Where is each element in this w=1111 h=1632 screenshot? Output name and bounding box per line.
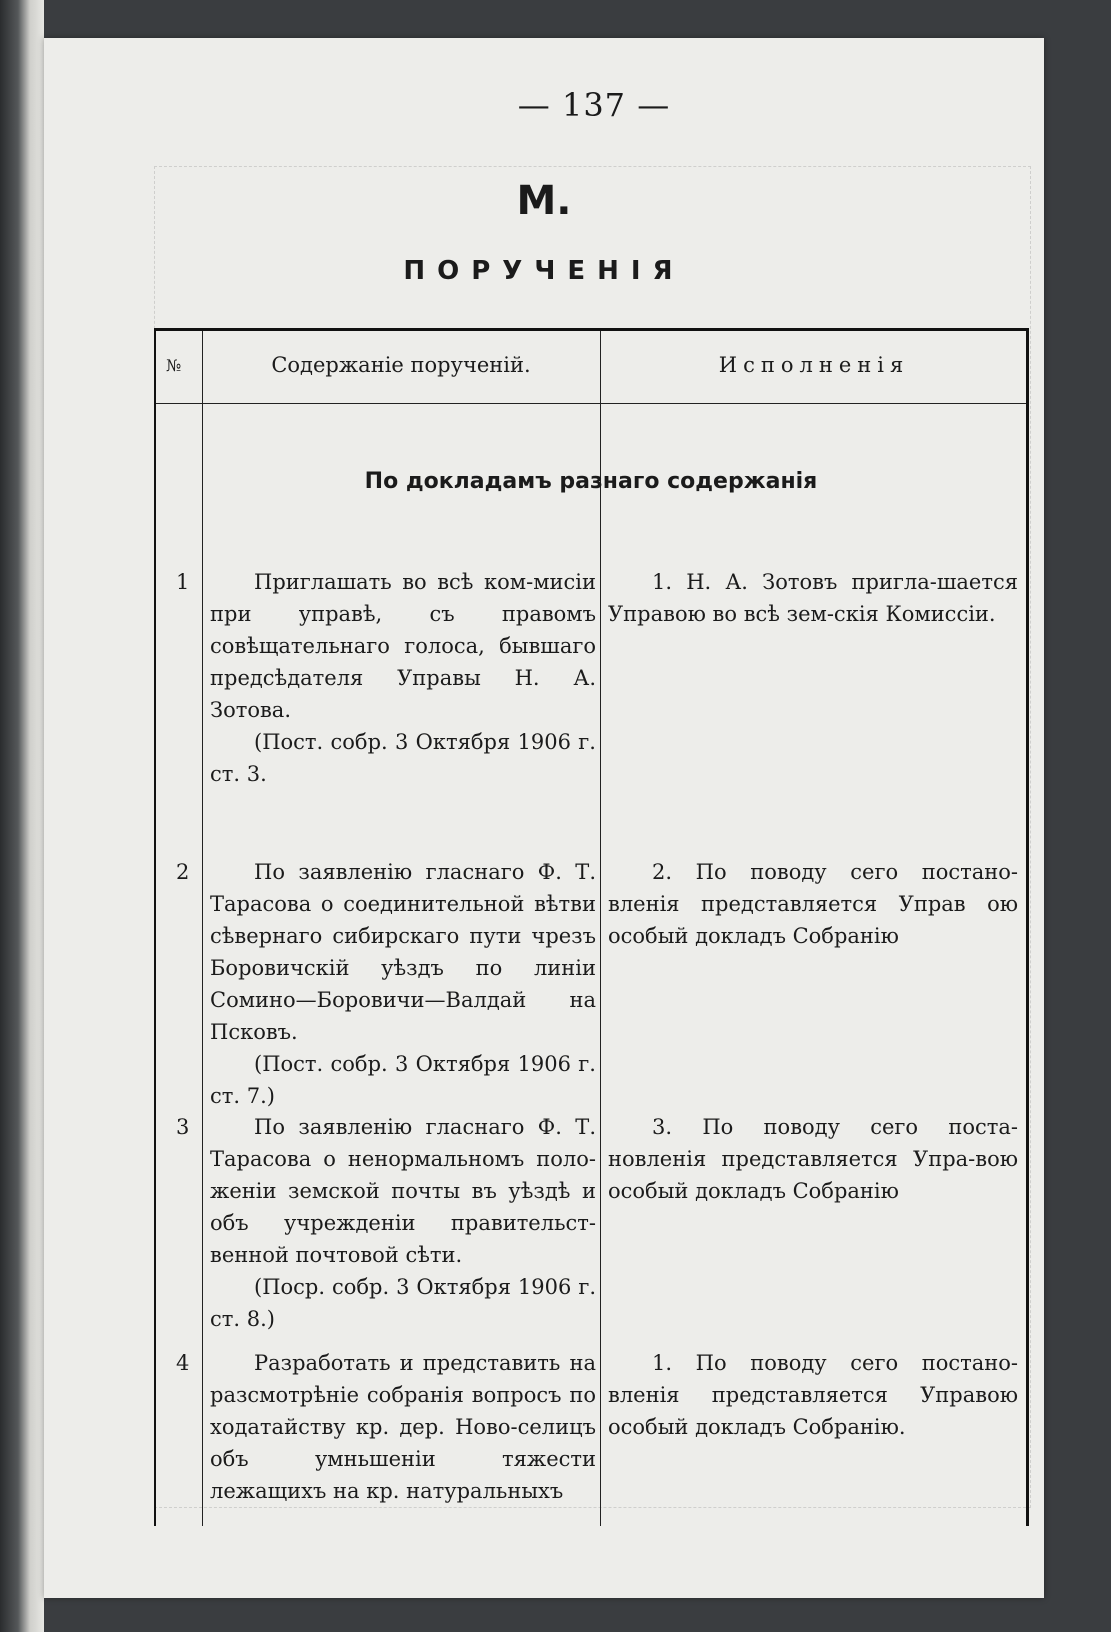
- assignments-table: [154, 328, 1029, 1526]
- row-content: [210, 1111, 596, 1335]
- row-execution: 1. Н. А. Зотовъ пригла-шается Управою во всѣ зем-скія Комиссіи.: [608, 570, 1018, 626]
- row-execution: 2. По поводу сего постано-вленія представляется Управ ою особый докладъ Собранію: [608, 860, 1018, 948]
- header-execution: Исполненія: [718, 353, 910, 377]
- row-content: [210, 1347, 596, 1507]
- column-divider: [202, 331, 203, 1526]
- adjacent-page-edge: [0, 0, 44, 1632]
- resolution-reference: (Поср. собр. 3 Октября 1906 г. ст. 8.): [210, 1275, 596, 1331]
- section-letter: М.: [516, 178, 572, 224]
- row-execution: 3. По поводу сего поста-новленія представляется Упра-вою особый докладъ Собранію: [608, 1115, 1018, 1203]
- table-subheading: По докладамъ разнаго содержанія: [364, 469, 818, 494]
- row-content: [210, 566, 596, 790]
- section-title: ПОРУЧЕНІЯ: [403, 256, 685, 286]
- row-content: [210, 856, 596, 1112]
- resolution-reference: (Пост. собр. 3 Октября 1906 г. ст. 7.): [210, 1052, 596, 1108]
- content-text: По заявленію гласнаго Ф. Т. Тарасова о соединительной вѣтви сѣвернаго сибирскаго пути чрезъ Боровичскій уѣздъ по линіи Сомино—Боровичи—Валдай на Псковъ.: [210, 860, 596, 1044]
- content-text: Разработать и представить на разсмотрѣніе собранія вопросъ по ходатайству кр. дер. Ново-селицъ объ умньшеніи тяжести лежащихъ на кр. натуральныхъ: [210, 1351, 596, 1503]
- page-number: — 137 —: [517, 86, 671, 124]
- header-number: №: [166, 356, 182, 375]
- resolution-reference: (Пост. собр. 3 Октября 1906 г. ст. 3.: [210, 730, 596, 786]
- header-divider: [156, 403, 1026, 404]
- content-text: По заявленію гласнаго Ф. Т. Тарасова о ненормальномъ поло-женіи земской почты въ уѣздѣ и объ учрежденіи правительст-венной почтовой сѣти.: [210, 1115, 596, 1267]
- row-number: 4: [176, 1351, 190, 1375]
- document-page: [44, 38, 1044, 1598]
- row-number: 3: [176, 1115, 190, 1139]
- column-divider: [600, 331, 601, 1526]
- content-text: Приглашать во всѣ ком-мисіи при управѣ, съ правомъ совѣщательнаго голоса, бывшаго предсѣдателя Управы Н. А. Зотова.: [210, 570, 596, 722]
- row-execution: 1. По поводу сего постано-вленія представляется Управою особый докладъ Собранію.: [608, 1351, 1018, 1439]
- header-content: Содержаніе порученій.: [271, 353, 531, 377]
- row-number: 1: [176, 570, 190, 594]
- row-number: 2: [176, 860, 190, 884]
